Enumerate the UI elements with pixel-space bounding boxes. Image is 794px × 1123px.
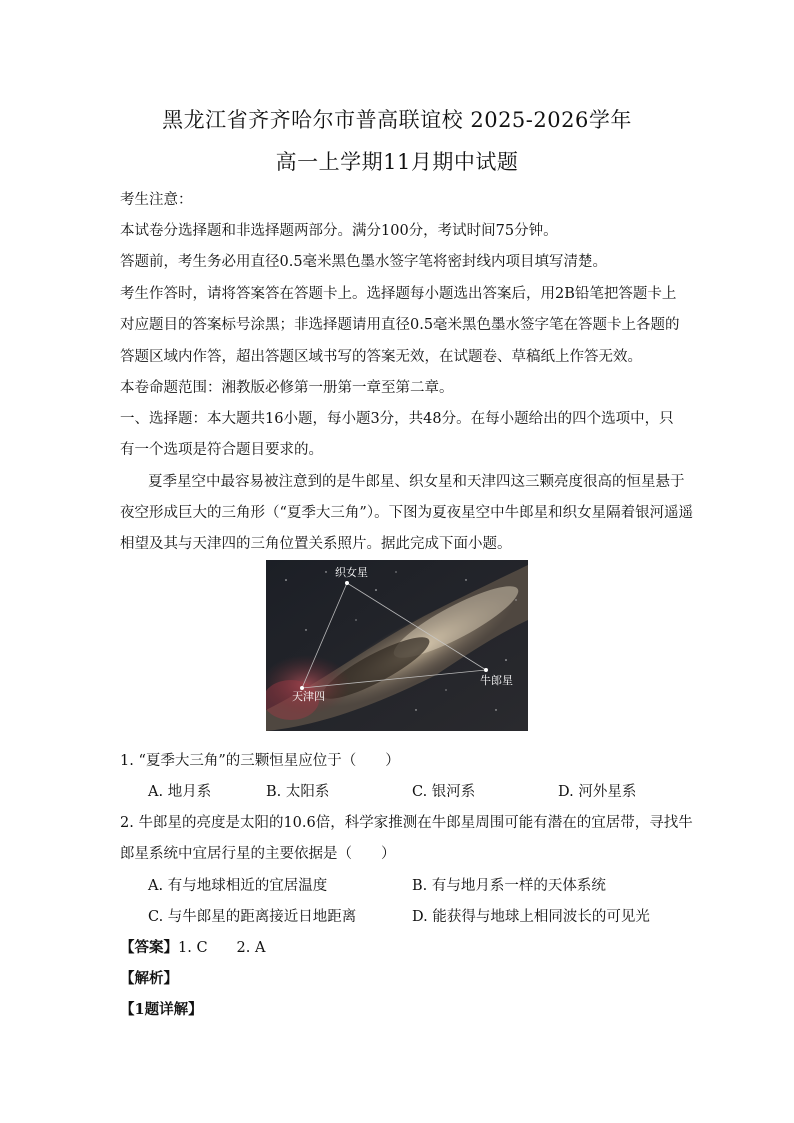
- answer-value: 1. C 2. A: [178, 940, 266, 956]
- answer-line: [120, 936, 265, 957]
- page-title-line2: 高一上学期11月期中试题: [275, 150, 519, 174]
- answer-label: 【答案】: [120, 939, 178, 956]
- detail-heading: 【1题详解】: [120, 1001, 203, 1018]
- notice-item: 答题区域内作答，超出答题区域书写的答案无效，在试题卷、草稿纸上作答无效。: [120, 349, 642, 365]
- section-heading: 一、选择题：本大题共16小题，每小题3分，共48分。在每小题给出的四个选项中，只: [120, 411, 674, 427]
- question-1-stem: 1. “夏季大三角”的三颗恒星应位于（ ）: [120, 753, 400, 769]
- q1-option-b: B. 太阳系: [266, 784, 330, 800]
- notice-item: 本卷命题范围：湘教版必修第一册第一章至第二章。: [120, 380, 454, 396]
- question-2-stem-cont: 郎星系统中宜居行星的主要依据是（ ）: [120, 846, 396, 862]
- page-title-line1: 黑龙江省齐齐哈尔市普高联谊校 2025-2026学年: [162, 108, 632, 132]
- passage-line: 相望及其与天津四的三角位置关系照片。据此完成下面小题。: [120, 536, 512, 552]
- notice-item: 答题前，考生务必用直径0.5毫米黑色墨水签字笔将密封线内项目填写清楚。: [120, 254, 608, 270]
- q2-option-a: A. 有与地球相近的宜居温度: [148, 878, 328, 894]
- q2-option-d: D. 能获得与地球上相同波长的可见光: [412, 909, 650, 925]
- summer-triangle-photo: [266, 560, 528, 731]
- notice-item: 本试卷分选择题和非选择题两部分。满分100分，考试时间75分钟。: [120, 223, 558, 239]
- notice-item: 考生作答时，请将答案答在答题卡上。选择题每小题选出答案后，用2B铅笔把答题卡上: [120, 286, 677, 302]
- q2-option-b: B. 有与地月系一样的天体系统: [412, 878, 606, 894]
- deneb-label: 天津四: [292, 690, 325, 703]
- vega-label: 织女星: [335, 566, 368, 579]
- passage-line: 夜空形成巨大的三角形（“夏季大三角”）。下图为夏夜星空中牛郎星和织女星隔着银河遥遥: [120, 505, 694, 521]
- q2-option-c: C. 与牛郎星的距离接近日地距离: [148, 909, 357, 925]
- section-heading-cont: 有一个选项是符合题目要求的。: [120, 442, 323, 458]
- notice-heading: 考生注意：: [120, 192, 193, 208]
- question-2-stem: 2. 牛郎星的亮度是太阳的10.6倍，科学家推测在牛郎星周围可能有潜在的宜居带，寻找牛: [120, 815, 693, 831]
- altair-label: 牛郎星: [480, 674, 513, 687]
- q1-option-a: A. 地月系: [148, 784, 212, 800]
- analysis-heading: 【解析】: [120, 970, 178, 987]
- notice-item: 对应题目的答案标号涂黑；非选择题请用直径0.5毫米黑色墨水签字笔在答题卡上各题的: [120, 317, 680, 333]
- q1-option-d: D. 河外星系: [558, 784, 637, 800]
- passage-line: 夏季星空中最容易被注意到的是牛郎星、织女星和天津四这三颗亮度很高的恒星悬于: [148, 474, 685, 490]
- q1-option-c: C. 银河系: [412, 784, 476, 800]
